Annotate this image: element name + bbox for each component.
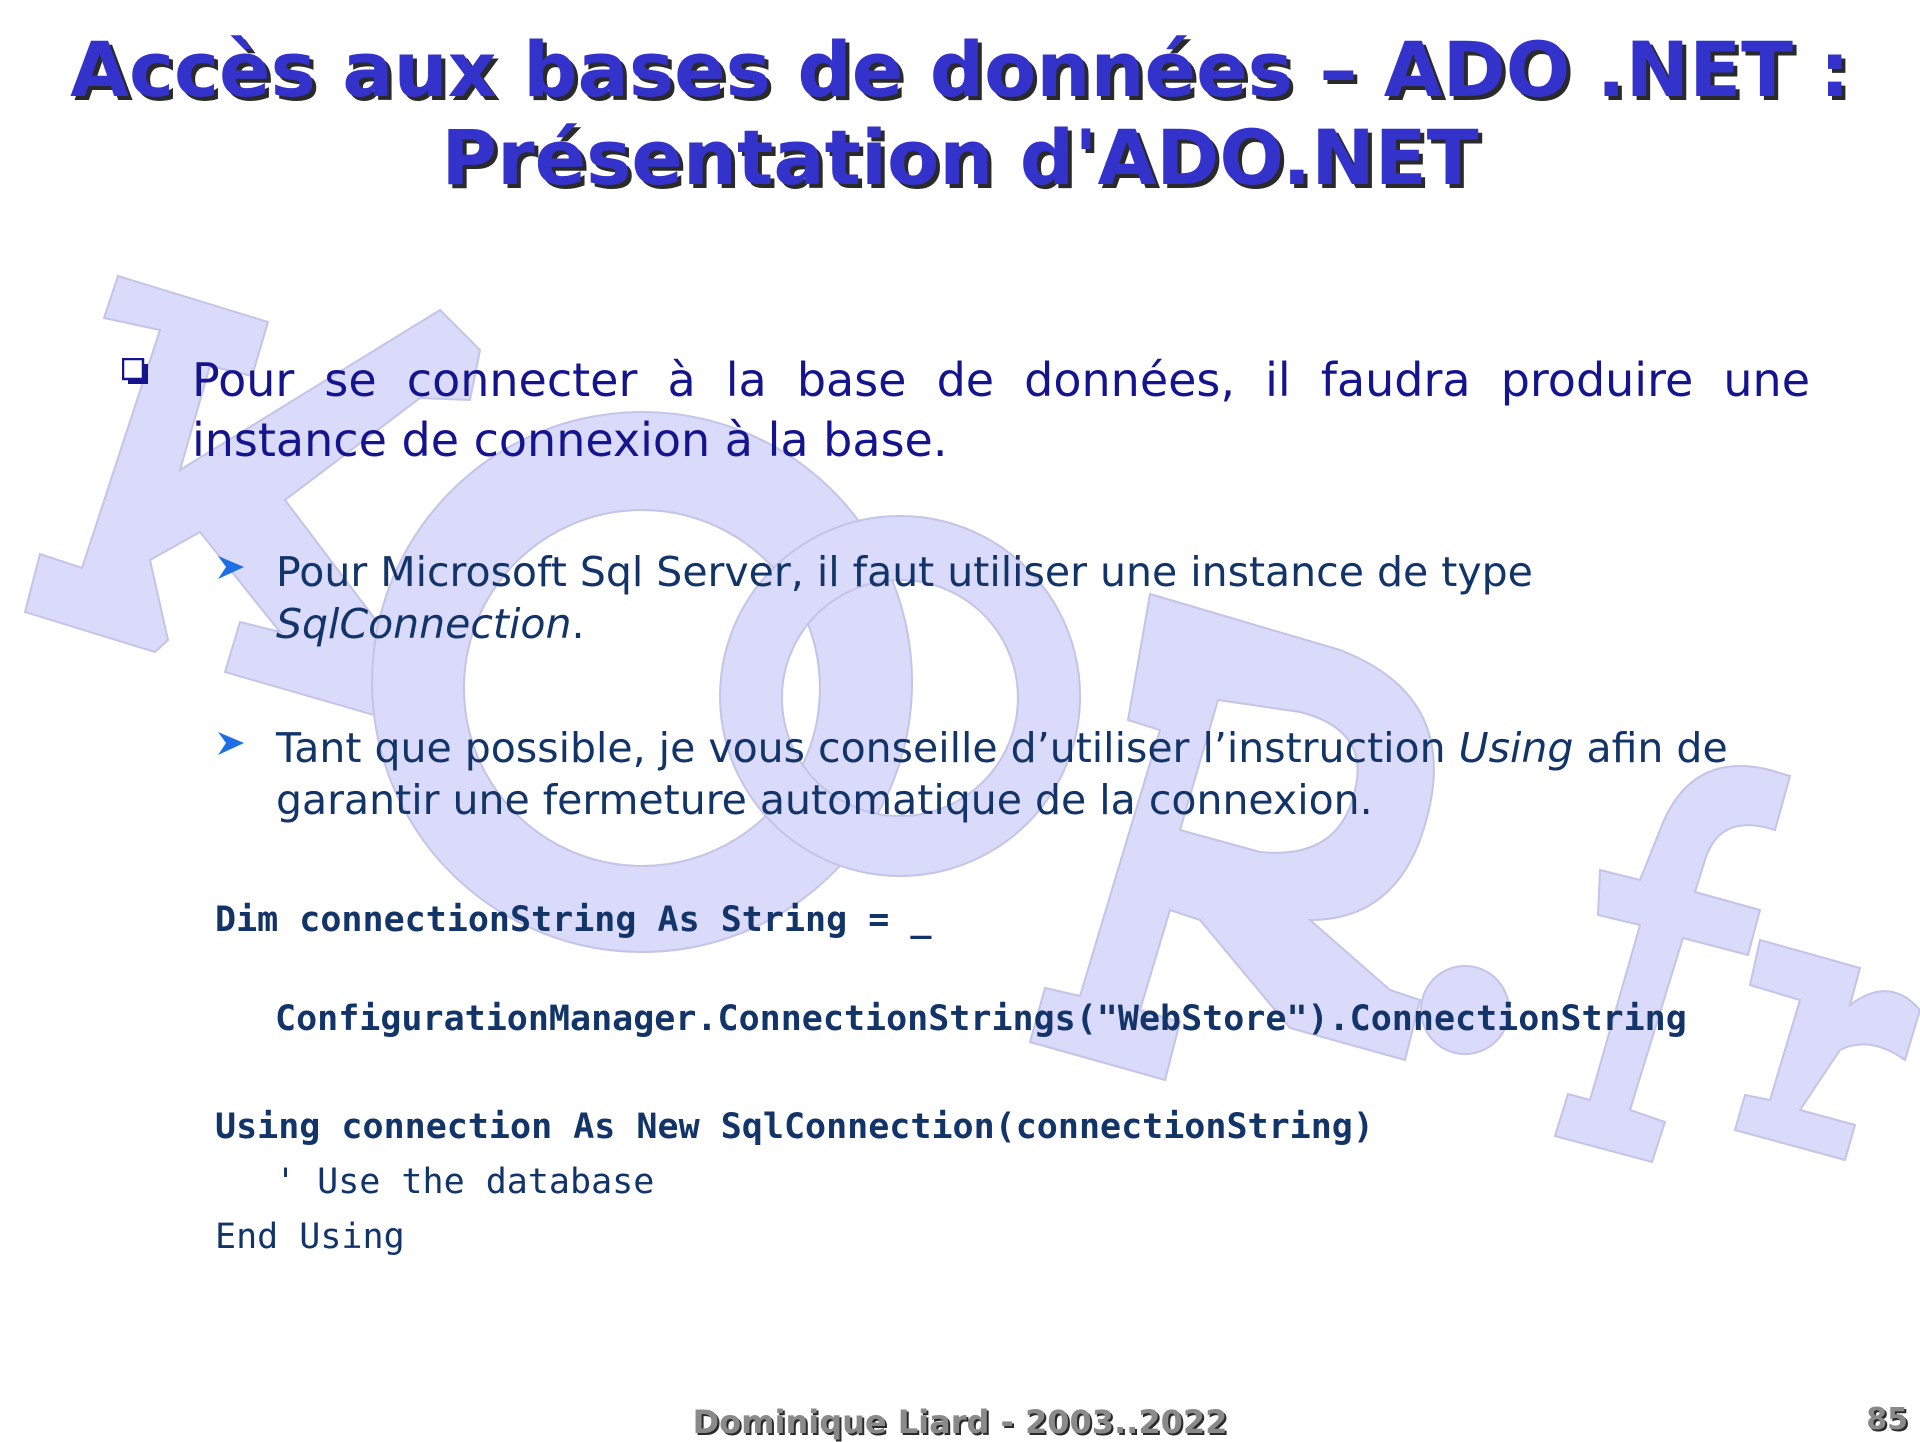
sub-bullet-text [276,722,1816,826]
code-comment-line: ' Use the database [275,1162,655,1202]
sub-bullet-text [276,546,1816,650]
code-line: Dim connectionString As String = _ [215,900,932,940]
arrow-right-icon [216,552,246,582]
sub-bullet-text-part: Pour Microsoft Sql Server, il faut utiliser une instance de type [276,548,1533,596]
bullet-text: Pour se connecter à la base de données, il faudra produire une instance de connexion à la base. [192,353,1810,467]
checkbox-square-icon [122,358,148,384]
sub-bullet-emphasis: SqlConnection [276,600,572,648]
slide-title [0,26,1920,202]
slide-title-line-2: Présentation d'ADO.NET [441,113,1479,202]
sub-bullet-text-part: Tant que possible, je vous conseille d’utiliser l’instruction [276,724,1459,772]
arrow-right-icon [216,728,246,758]
sub-bullet-emphasis: Using [1458,724,1574,772]
code-line: End Using [215,1217,405,1257]
footer-author: Dominique Liard - 2003..2022 [692,1403,1228,1441]
page-number: 85 [1866,1402,1908,1437]
sub-bullet-text-part: afin de garantir une fermeture automatique de la connexion. [276,724,1728,824]
code-line: Using connection As New SqlConnection(connectionString) [215,1107,1374,1147]
code-line: ConfigurationManager.ConnectionStrings("WebStore").ConnectionString [275,999,1687,1039]
slide-title-line-1: Accès aux bases de données – ADO .NET : [70,25,1850,114]
sub-bullet-text-part: . [571,600,585,648]
